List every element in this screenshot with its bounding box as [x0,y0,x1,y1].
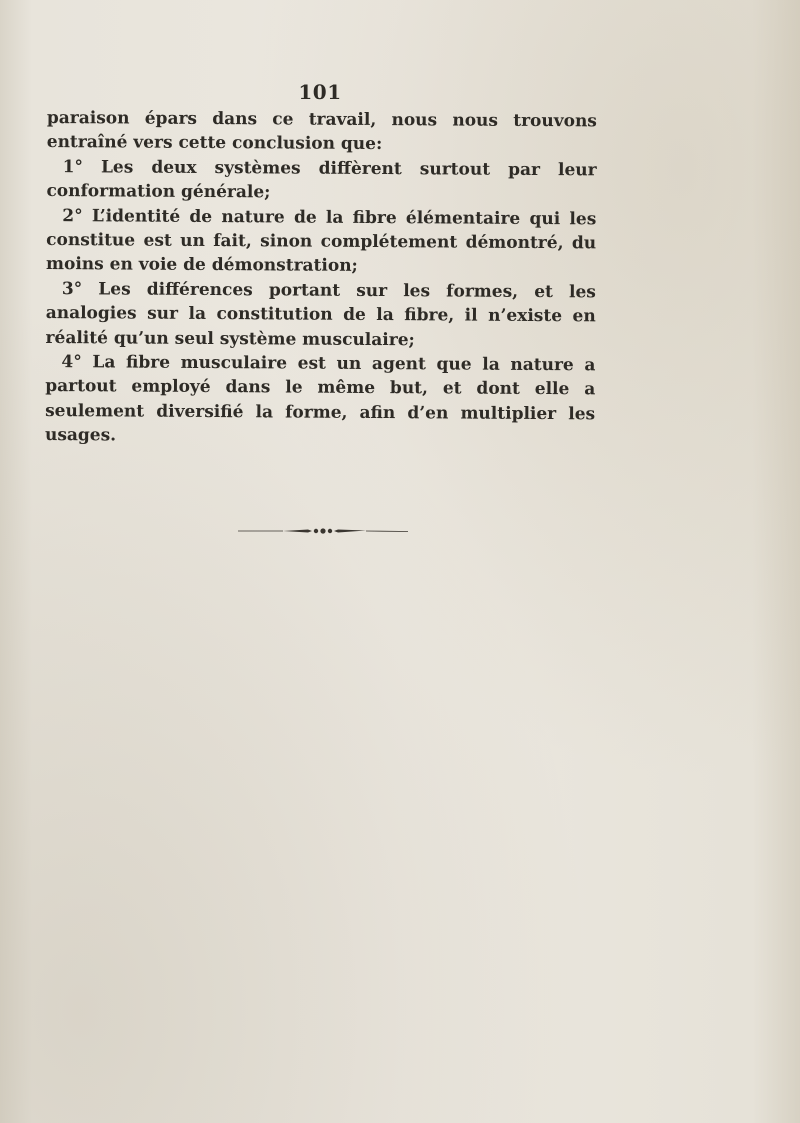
conclusion-item-2: 2° L’identité de nature de la fibre élémentaire qui les constitue est un fait, sinon complétement démontré, du moins en voie de démonstration; [45,205,597,277]
conclusion-item-3: 3° Les différences portant sur les formes, et les analogies sur la constitution de la fibre, il n’existe en réalité qu’un seul système musculaire; [45,278,596,350]
body-text [45,106,597,451]
page-number: 101 [298,80,342,104]
continuation-paragraph: paraison épars dans ce travail, nous nous trouvons entraîné vers cette conclusion que: [46,107,597,155]
decorative-rule-ornament [238,524,408,536]
conclusion-item-4: 4° La fibre musculaire est un agent que la nature a partout employé dans le même but, et dont elle a seulement diversifié la forme, afin d’en multiplier les usages. [44,352,596,446]
conclusion-item-1: 1° Les deux systèmes diffèrent surtout par leur conformation générale; [46,156,597,203]
